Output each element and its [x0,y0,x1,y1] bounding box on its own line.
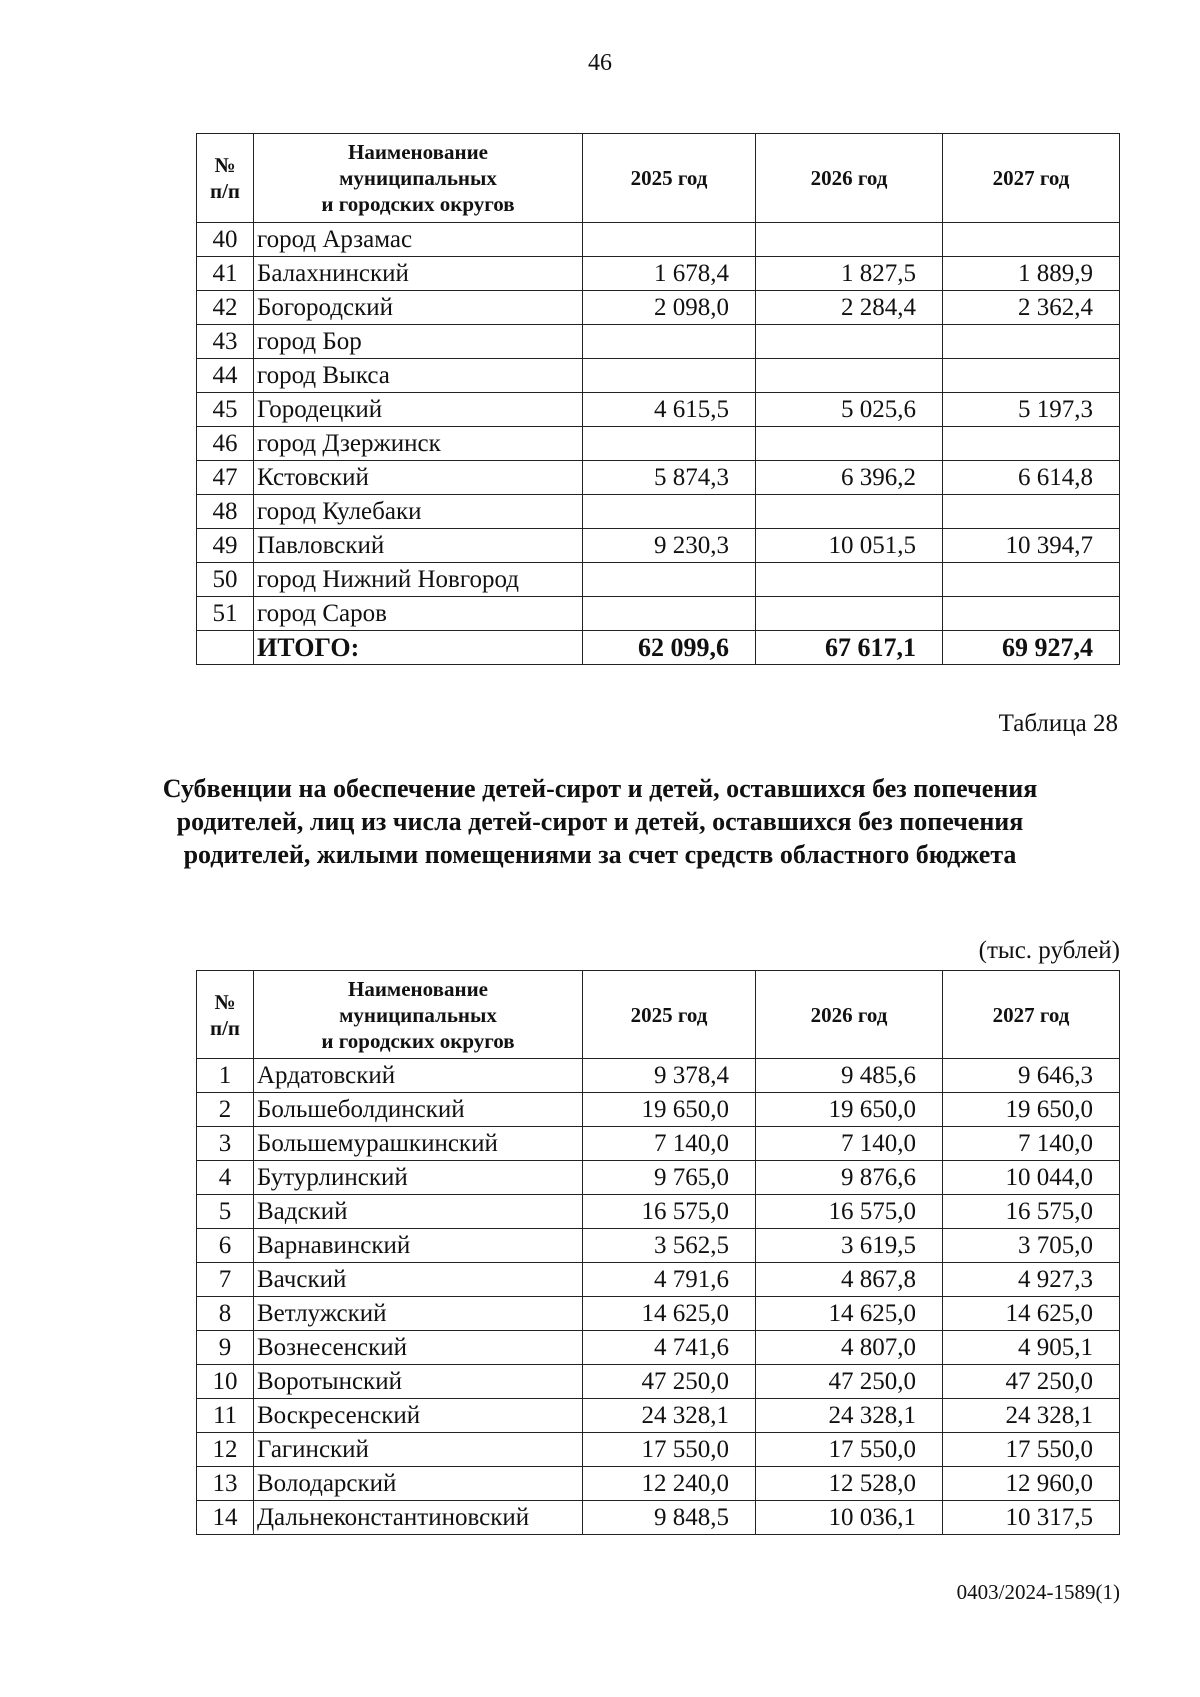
table-row [197,563,1120,597]
value-2026: 2 284,4 [756,291,943,325]
row-index: 2 [197,1093,254,1127]
value-2025: 14 625,0 [583,1297,756,1331]
district-name: Ветлужский [254,1297,583,1331]
value-2026: 10 036,1 [756,1501,943,1535]
district-name: город Выкса [254,359,583,393]
row-index: 40 [197,223,254,257]
table-row [197,1263,1120,1297]
value-2026 [756,223,943,257]
table-header-row [197,971,1120,1059]
table-row [197,1331,1120,1365]
units-label: (тыс. рублей) [978,937,1120,964]
district-name: Павловский [254,529,583,563]
value-2026: 6 396,2 [756,461,943,495]
table-row [197,291,1120,325]
district-name: город Бор [254,325,583,359]
value-2026: 47 250,0 [756,1365,943,1399]
value-2026: 10 051,5 [756,529,943,563]
value-2027: 17 550,0 [943,1433,1120,1467]
district-name: Балахнинский [254,257,583,291]
col-header-num: № п/п [197,971,254,1059]
value-2026: 9 876,6 [756,1161,943,1195]
table-row [197,461,1120,495]
row-index: 49 [197,529,254,563]
value-2027 [943,563,1120,597]
value-2027: 47 250,0 [943,1365,1120,1399]
table-row [197,1093,1120,1127]
value-2027: 10 044,0 [943,1161,1120,1195]
value-2025: 7 140,0 [583,1127,756,1161]
document-code: 0403/2024-1589(1) [956,1580,1120,1604]
row-index: 1 [197,1059,254,1093]
col-header-2026: 2026 год [756,134,943,223]
value-2026: 19 650,0 [756,1093,943,1127]
value-2027: 1 889,9 [943,257,1120,291]
value-2025: 16 575,0 [583,1195,756,1229]
total-2027: 69 927,4 [943,631,1120,665]
total-2026: 67 617,1 [756,631,943,665]
district-name: город Дзержинск [254,427,583,461]
row-index: 11 [197,1399,254,1433]
row-index: 43 [197,325,254,359]
table-row [197,1161,1120,1195]
row-index: 13 [197,1467,254,1501]
table-title: Субвенции на обеспечение детей-сирот и детей, оставшихся без попечения родителей, лиц из числа детей-сирот и детей, оставшихся без попечения родителей, жилыми помещениями за счет средств областного бюджета [162,774,1038,869]
col-header-2025: 2025 год [583,134,756,223]
table1-body [197,223,1120,631]
col-header-num: № п/п [197,134,254,223]
table-row [197,1127,1120,1161]
value-2025: 24 328,1 [583,1399,756,1433]
value-2026: 4 867,8 [756,1263,943,1297]
row-index: 44 [197,359,254,393]
col-header-name: Наименование муниципальных и городских округов [254,134,583,223]
col-header-2026: 2026 год [756,971,943,1059]
value-2027 [943,597,1120,631]
district-name: Большемурашкинский [254,1127,583,1161]
value-2027: 9 646,3 [943,1059,1120,1093]
value-2025: 4 741,6 [583,1331,756,1365]
district-name: Воскресенский [254,1399,583,1433]
table-row [197,1467,1120,1501]
value-2027: 4 905,1 [943,1331,1120,1365]
table-header-row [197,134,1120,223]
row-index: 14 [197,1501,254,1535]
row-index: 45 [197,393,254,427]
row-index: 6 [197,1229,254,1263]
district-name: Варнавинский [254,1229,583,1263]
district-name: Большеболдинский [254,1093,583,1127]
value-2027: 16 575,0 [943,1195,1120,1229]
row-index: 48 [197,495,254,529]
page-number: 46 [588,50,612,76]
value-2027 [943,495,1120,529]
value-2025: 4 791,6 [583,1263,756,1297]
row-index: 41 [197,257,254,291]
table-row [197,529,1120,563]
table-row [197,223,1120,257]
district-name: Дальнеконстантиновский [254,1501,583,1535]
value-2026 [756,427,943,461]
table-row [197,495,1120,529]
value-2027: 10 394,7 [943,529,1120,563]
value-2026 [756,325,943,359]
value-2025: 1 678,4 [583,257,756,291]
total-label: ИТОГО: [254,631,583,665]
value-2025 [583,597,756,631]
value-2027 [943,359,1120,393]
row-index: 3 [197,1127,254,1161]
value-2026: 1 827,5 [756,257,943,291]
row-index: 4 [197,1161,254,1195]
col-header-name: Наименование муниципальных и городских округов [254,971,583,1059]
row-index: 5 [197,1195,254,1229]
value-2027: 5 197,3 [943,393,1120,427]
value-2026: 5 025,6 [756,393,943,427]
value-2027: 12 960,0 [943,1467,1120,1501]
value-2026: 16 575,0 [756,1195,943,1229]
district-name: Кстовский [254,461,583,495]
row-index: 51 [197,597,254,631]
table-row [197,325,1120,359]
table-row [197,1229,1120,1263]
table-number-label: Таблица 28 [998,710,1118,737]
table-row [197,1433,1120,1467]
district-name: город Нижний Новгород [254,563,583,597]
table-row [197,1399,1120,1433]
value-2025: 12 240,0 [583,1467,756,1501]
value-2025 [583,427,756,461]
value-2026 [756,563,943,597]
value-2027: 24 328,1 [943,1399,1120,1433]
value-2027: 3 705,0 [943,1229,1120,1263]
value-2025: 4 615,5 [583,393,756,427]
district-name: Богородский [254,291,583,325]
value-2027: 14 625,0 [943,1297,1120,1331]
value-2025 [583,325,756,359]
district-name: Вачский [254,1263,583,1297]
value-2027: 10 317,5 [943,1501,1120,1535]
value-2025: 2 098,0 [583,291,756,325]
district-name: Бутурлинский [254,1161,583,1195]
value-2026: 9 485,6 [756,1059,943,1093]
table-row [197,427,1120,461]
value-2026: 7 140,0 [756,1127,943,1161]
row-index: 12 [197,1433,254,1467]
value-2027: 4 927,3 [943,1263,1120,1297]
value-2025: 9 378,4 [583,1059,756,1093]
row-index: 10 [197,1365,254,1399]
value-2026: 14 625,0 [756,1297,943,1331]
table-row [197,393,1120,427]
value-2025: 9 765,0 [583,1161,756,1195]
value-2027: 6 614,8 [943,461,1120,495]
table-row [197,1365,1120,1399]
row-index: 9 [197,1331,254,1365]
district-name: Городецкий [254,393,583,427]
row-index: 50 [197,563,254,597]
value-2025: 3 562,5 [583,1229,756,1263]
value-2027: 7 140,0 [943,1127,1120,1161]
district-name: город Арзамас [254,223,583,257]
row-index: 46 [197,427,254,461]
row-index: 7 [197,1263,254,1297]
value-2025 [583,563,756,597]
value-2025: 47 250,0 [583,1365,756,1399]
district-name: Ардатовский [254,1059,583,1093]
value-2025: 9 230,3 [583,529,756,563]
table-row [197,1501,1120,1535]
table-row [197,1059,1120,1093]
table-row [197,257,1120,291]
table2-body [197,1059,1120,1535]
value-2027 [943,325,1120,359]
value-2025: 5 874,3 [583,461,756,495]
district-name: Гагинский [254,1433,583,1467]
table-row [197,1297,1120,1331]
value-2025 [583,223,756,257]
col-header-2027: 2027 год [943,134,1120,223]
value-2026: 24 328,1 [756,1399,943,1433]
district-name: Вознесенский [254,1331,583,1365]
district-name: город Кулебаки [254,495,583,529]
district-name: Володарский [254,1467,583,1501]
col-header-2025: 2025 год [583,971,756,1059]
row-index: 42 [197,291,254,325]
value-2025: 9 848,5 [583,1501,756,1535]
table-row [197,1195,1120,1229]
row-index: 8 [197,1297,254,1331]
value-2026: 12 528,0 [756,1467,943,1501]
orphan-housing-subsidy-table [196,970,1120,1535]
district-name: город Саров [254,597,583,631]
value-2025 [583,359,756,393]
subsidy-table-continued [196,133,1120,665]
value-2026 [756,359,943,393]
row-index: 47 [197,461,254,495]
total-row [197,631,1120,665]
district-name: Вадский [254,1195,583,1229]
district-name: Воротынский [254,1365,583,1399]
value-2026 [756,597,943,631]
value-2027: 19 650,0 [943,1093,1120,1127]
value-2027: 2 362,4 [943,291,1120,325]
col-header-2027: 2027 год [943,971,1120,1059]
value-2025 [583,495,756,529]
total-2025: 62 099,6 [583,631,756,665]
table-row [197,597,1120,631]
value-2026: 4 807,0 [756,1331,943,1365]
value-2026: 3 619,5 [756,1229,943,1263]
value-2026: 17 550,0 [756,1433,943,1467]
value-2025: 19 650,0 [583,1093,756,1127]
value-2026 [756,495,943,529]
value-2025: 17 550,0 [583,1433,756,1467]
table-row [197,359,1120,393]
total-index-cell [197,631,254,665]
value-2027 [943,427,1120,461]
value-2027 [943,223,1120,257]
